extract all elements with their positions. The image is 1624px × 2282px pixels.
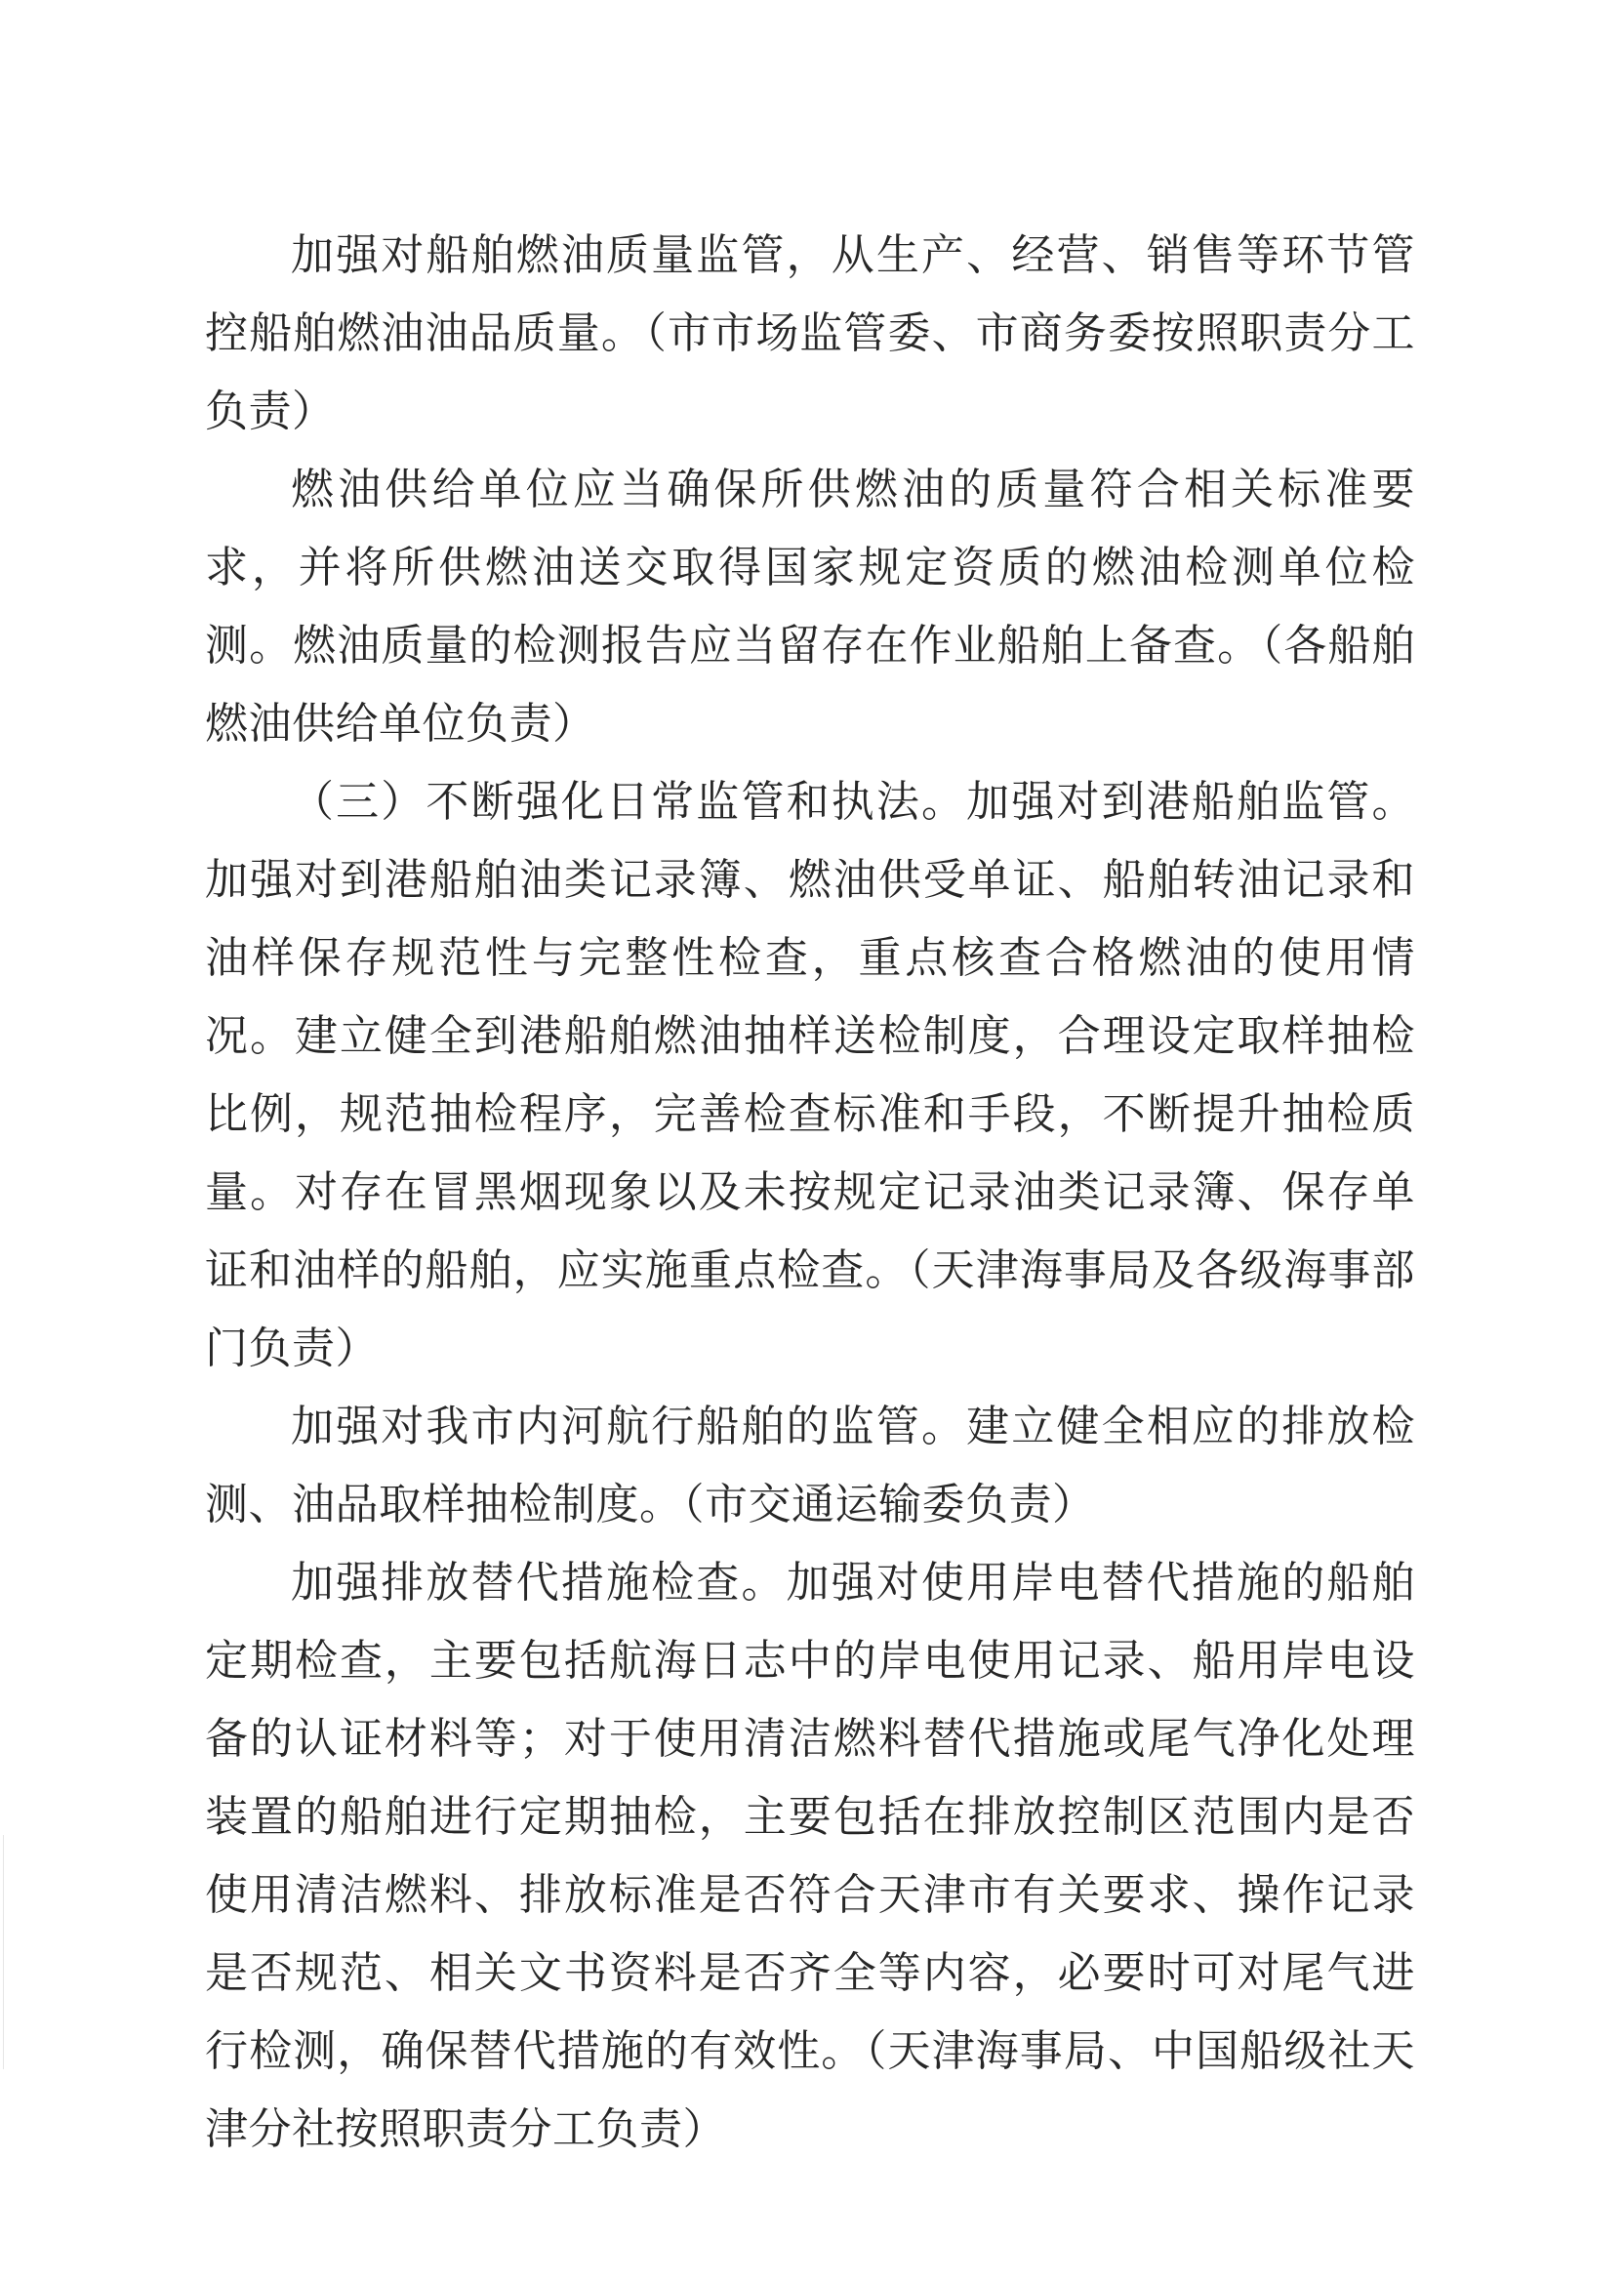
paragraph-fuel-quality: 加强对船舶燃油质量监管，从生产、经营、销售等环节管控船舶燃油油品质量。（市市场监管委、市商务委按照职责分工负责） [205, 230, 1415, 436]
scan-edge-mark [3, 1835, 4, 2069]
document-body [205, 217, 1415, 2169]
paragraph-inland-vessels: 加强对我市内河航行船舶的监管。建立健全相应的排放检测、油品取样抽检制度。（市交通运输委负责） [205, 1402, 1415, 1529]
paragraph-routine-supervision: （三）不断强化日常监管和执法。加强对到港船舶监管。加强对到港船舶油类记录簿、燃油供受单证、船舶转油记录和油样保存规范性与完整性检查，重点核查合格燃油的使用情况。建立健全到港船舶燃油抽样送检制度，合理设定取样抽检比例，规范抽检程序，完善检查标准和手段，不断提升抽检质量。对存在冒黑烟现象以及未按规定记录油类记录簿、保存单证和油样的船舶，应实施重点检查。（天津海事局及各级海事部门负责） [205, 777, 1415, 1373]
paragraph-emission-alternatives: 加强排放替代措施检查。加强对使用岸电替代措施的船舶定期检查，主要包括航海日志中的岸电使用记录、船用岸电设备的认证材料等；对于使用清洁燃料替代措施或尾气净化处理装置的船舶进行定期抽检，主要包括在排放控制区范围内是否使用清洁燃料、排放标准是否符合天津市有关要求、操作记录是否规范、相关文书资料是否齐全等内容，必要时可对尾气进行检测，确保替代措施的有效性。（天津海事局、中国船级社天津分社按照职责分工负责） [205, 1558, 1415, 2154]
paragraph-fuel-supplier: 燃油供给单位应当确保所供燃油的质量符合相关标准要求，并将所供燃油送交取得国家规定资质的燃油检测单位检测。燃油质量的检测报告应当留存在作业船舶上备查。（各船舶燃油供给单位负责） [205, 465, 1415, 749]
